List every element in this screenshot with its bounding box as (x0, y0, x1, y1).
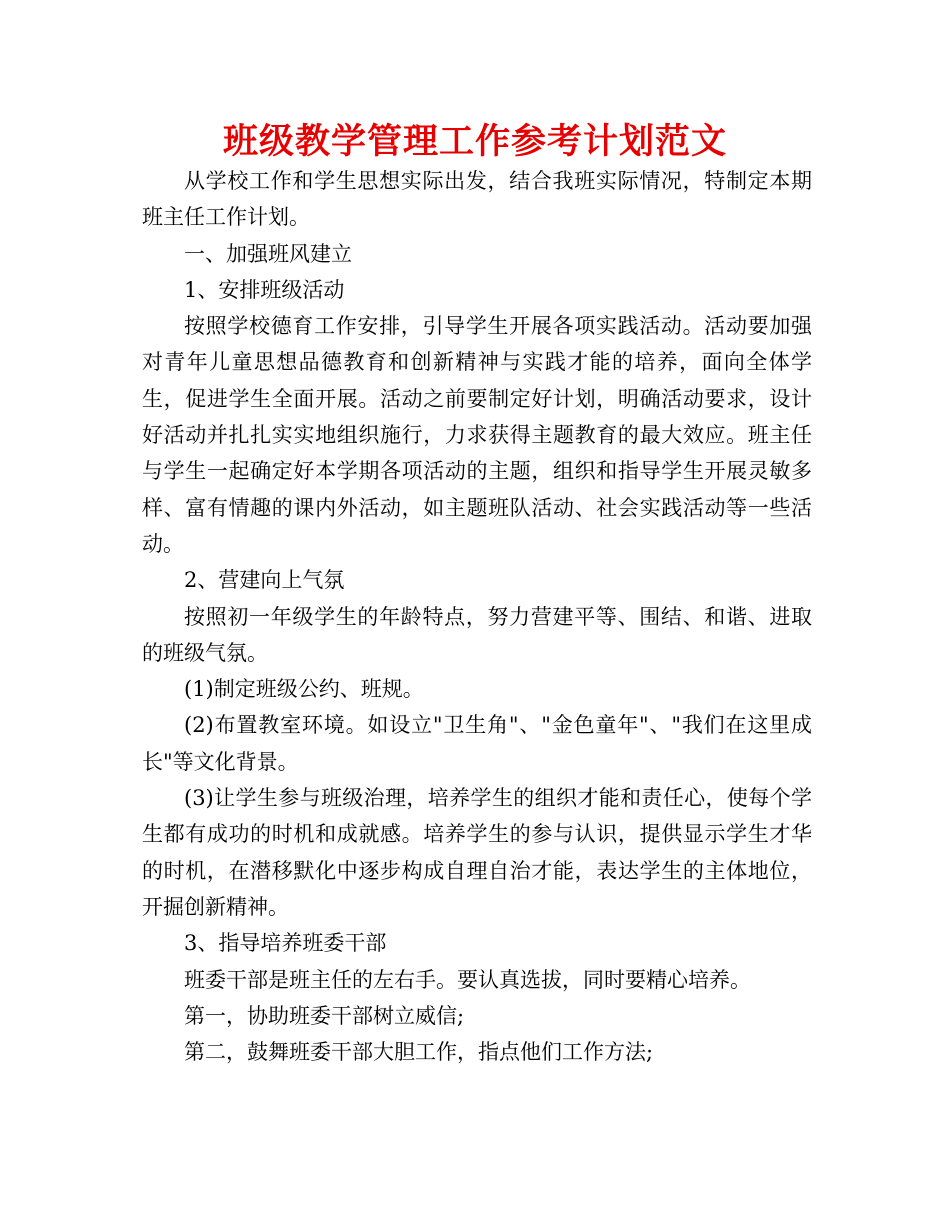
list-item-2: (2)布置教室环境。如设立"卫生角"、"金色童年"、"我们在这里成长"等文化背景。 (142, 713, 812, 774)
heading-subsection-1: 1、安排班级活动 (184, 277, 345, 302)
paragraph-second: 第二，鼓舞班委干部大胆工作，指点他们工作方法; (184, 1040, 654, 1065)
paragraph-first: 第一，协助班委干部树立威信; (184, 1003, 465, 1028)
heading-subsection-2: 2、营建向上气氛 (184, 568, 345, 593)
paragraph-activities: 按照学校德育工作安排，引导学生开展各项实践活动。活动要加强对青年儿童思想品德教育和创新精神与实践才能的培养，面向全体学生，促进学生全面开展。活动之前要制定好计划，明确活动要求，设计好活动并扎扎实实地组织施行，力求获得主题教育的最大效应。班主任与学生一起确定好本学期各项活动的主题，组织和指导学生开展灵敏多样、富有情趣的课内外活动，如主题班队活动、社会实践活动等一些活动。 (142, 314, 812, 556)
list-item-3: (3)让学生参与班级治理，培养学生的组织才能和责任心，使每个学生都有成功的时机和成就感。培养学生的参与认识，提供显示学生才华的时机，在潜移默化中逐步构成自理自治才能，表达学生的主体地位，开掘创新精神。 (142, 786, 812, 919)
document-body (142, 163, 812, 1070)
paragraph-committee: 班委干部是班主任的左右手。要认真选拔，同时要精心培养。 (184, 967, 751, 992)
paragraph-intro: 从学校工作和学生思想实际出发，结合我班实际情况，特制定本期班主任工作计划。 (142, 169, 812, 230)
paragraph-atmosphere: 按照初一年级学生的年龄特点，努力营建平等、围结、和谐、进取的班级气氛。 (142, 604, 812, 665)
document-title: 班级教学管理工作参考计划范文 (222, 122, 727, 162)
heading-section-1: 一、加强班风建立 (184, 241, 352, 266)
heading-subsection-3: 3、指导培养班委干部 (184, 931, 387, 956)
list-item-1: (1)制定班级公约、班规。 (184, 677, 424, 702)
